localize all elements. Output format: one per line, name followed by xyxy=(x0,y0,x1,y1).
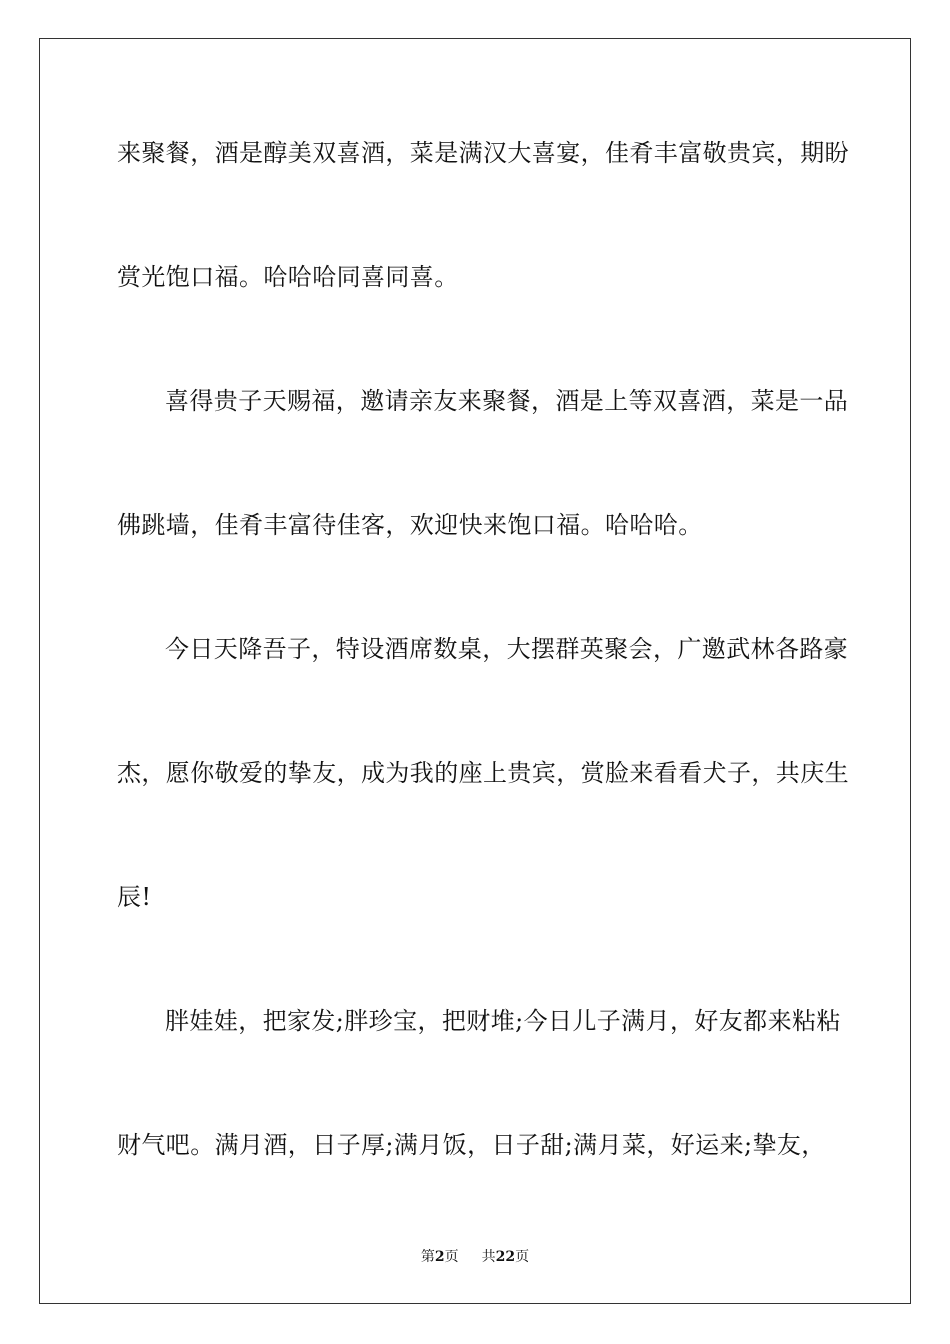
paragraph-1-line-2: 赏光饱口福。哈哈哈同喜同喜。 xyxy=(117,263,459,291)
paragraph-4-line-2: 财气吧。满月酒，日子厚;满月饭，日子甜;满月菜，好运来;挚友， xyxy=(117,1131,826,1159)
total-prefix: 共 xyxy=(481,1249,496,1265)
total-suffix: 页 xyxy=(515,1249,530,1265)
paragraph-2-line-2: 佛跳墙，佳肴丰富待佳客，欢迎快来饱口福。哈哈哈。 xyxy=(117,511,703,539)
paragraph-2-line-1: 喜得贵子天赐福，邀请亲友来聚餐，酒是上等双喜酒，菜是一品 xyxy=(165,387,849,415)
paragraph-3-line-3: 辰! xyxy=(117,883,152,911)
paragraph-4-line-1: 胖娃娃，把家发;胖珍宝，把财堆;今日儿子满月，好友都来粘粘 xyxy=(165,1007,841,1035)
page-total-number: 22 xyxy=(495,1249,516,1265)
paragraph-3-line-1: 今日天降吾子，特设酒席数桌，大摆群英聚会，广邀武林各路豪 xyxy=(165,635,849,663)
page-footer xyxy=(0,1248,950,1266)
page-prefix: 第 xyxy=(420,1249,435,1265)
paragraph-3-line-2: 杰，愿你敬爱的挚友，成为我的座上贵宾，赏脸来看看犬子，共庆生 xyxy=(117,759,849,787)
paragraph-1-line-1: 来聚餐，酒是醇美双喜酒，菜是满汉大喜宴，佳肴丰富敬贵宾，期盼 xyxy=(117,139,849,167)
page-current-number: 2 xyxy=(434,1249,445,1265)
page-border xyxy=(39,38,911,1304)
page-suffix: 页 xyxy=(444,1249,459,1265)
